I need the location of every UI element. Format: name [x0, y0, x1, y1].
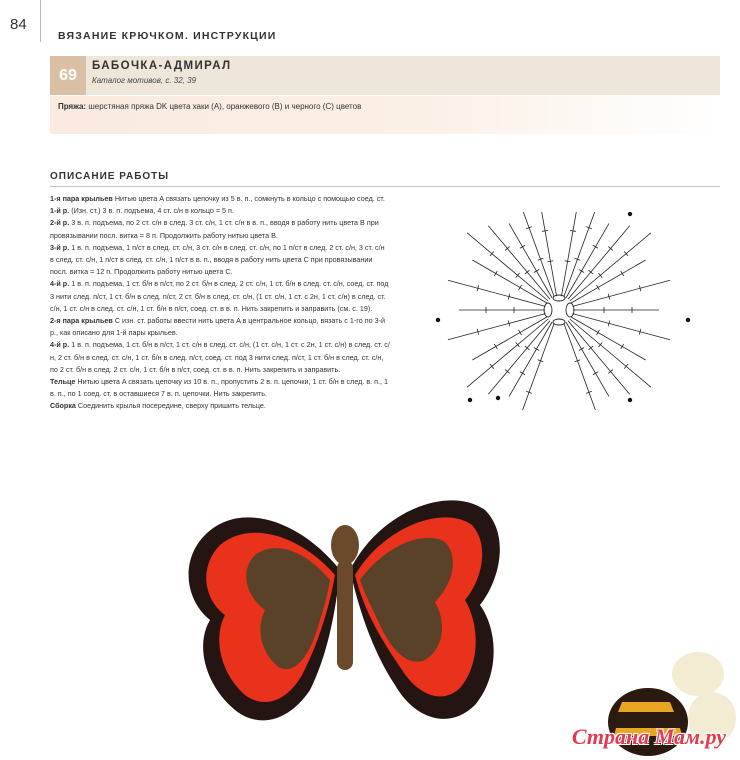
butterfly-left-wing — [189, 517, 340, 720]
chart-end-dot — [628, 398, 632, 402]
chart-end-dots — [436, 212, 690, 402]
instruction-paragraph — [50, 376, 390, 400]
instruction-paragraph — [50, 205, 390, 217]
instruction-paragraph — [50, 278, 390, 315]
chart-end-dot — [496, 396, 500, 400]
chart-stitch-crossbar — [494, 271, 497, 276]
chart-stitch-crossbar — [621, 344, 624, 349]
instruction-step-text: 3 в. п. подъема, по 2 ст. с/н в след. 3 ст. с/н, 1 ст. с/н в в. п., вводя в работу нить цвета B при провязывании посл. витка = 8 п. Продолжить работу нитью цвета B. — [50, 218, 379, 240]
chart-stitch-crossbar — [579, 270, 584, 273]
yarn-label: Пряжа: — [58, 102, 87, 111]
chart-stitch-line — [561, 212, 578, 296]
instruction-paragraph — [50, 315, 390, 339]
chart-stitch-crossbar — [534, 270, 539, 273]
chart-stitch-crossbar — [593, 372, 598, 375]
chart-stitch-crossbar — [494, 344, 497, 349]
chart-stitch-crossbar — [519, 285, 522, 290]
instruction-step-text: Нитью цвета A связать цепочку из 10 в. п., пропустить 2 в. п. цепочки, 1 ст. б/н в след. в. п., 1 в. п., по 1 соед. ст. в оставшиеся 7 в. п. цепочки. Нить закрепить. — [50, 377, 389, 399]
chart-stitch-crossbar — [596, 285, 599, 290]
chart-stitch-line — [570, 319, 651, 387]
instruction-step-text: Нитью цвета A связать цепочку из 5 в. п., сомкнуть в кольцо с помощью соед. ст. — [112, 194, 385, 203]
chart-end-dot — [686, 318, 690, 322]
chart-stitch-crossbar — [565, 261, 571, 262]
chart-stitch-crossbar — [519, 330, 522, 335]
chart-stitch-line — [564, 212, 600, 297]
crochet-chart-diagram — [398, 212, 720, 410]
description-divider — [50, 186, 720, 187]
instruction-paragraph — [50, 339, 390, 376]
watermark-logo: Страна Мам.ру — [571, 724, 726, 749]
chart-left-wing — [448, 212, 670, 410]
chart-stitch-crossbar — [621, 271, 624, 276]
description-heading: ОПИСАНИЕ РАБОТЫ — [50, 171, 170, 182]
yarn-line — [58, 102, 361, 111]
pattern-number-badge: 69 — [50, 56, 86, 95]
instruction-step-label: Сборка — [50, 401, 76, 411]
chart-center-ring — [544, 295, 574, 325]
instruction-step-label: 4-й р. — [50, 279, 70, 289]
instruction-paragraph — [50, 242, 390, 279]
instruction-step-label: Тельце — [50, 377, 76, 387]
catalog-reference: Каталог мотивов, с. 32, 39 — [92, 76, 197, 85]
instruction-step-label: 2-я пара крыльев — [50, 316, 113, 326]
chart-stitch-crossbar — [570, 230, 576, 231]
chart-stitch-line — [467, 319, 548, 387]
instruction-paragraph — [50, 193, 390, 205]
instruction-step-label: 2-й р. — [50, 218, 70, 228]
header-divider — [40, 0, 41, 42]
chart-stitch-crossbar — [596, 330, 599, 335]
instruction-step-label: 1-я пара крыльев — [50, 194, 113, 203]
chart-stitch-crossbar — [520, 245, 525, 248]
chart-stitch-line — [566, 322, 609, 396]
section-title: ВЯЗАНИЕ КРЮЧКОМ. ИНСТРУКЦИИ — [58, 30, 277, 42]
chart-stitch-line — [518, 323, 554, 410]
instruction-paragraph — [50, 400, 390, 412]
instruction-step-text: 1 в. п. подъема, 1 ст. б/н в п/ст, 1 ст. с/н в след. ст. с/н, (1 ст. с/н, 1 ст. с 2н, 1 ст. с/н) в след. ст. с/н, 2 ст. б/н в след. ст. с/н, 1 ст. б/н в след. п/ст, соед. ст. под 3 нити след. п/ст, 1 ст. б/н в след. ст. с/н, по 2 ст. б/н в след. 2 ст. с/н, 1 ст. б/н в п/ст, соед. ст. в в. п. Нить закрепить и заправить. — [50, 340, 390, 374]
pattern-title: БАБОЧКА-АДМИРАЛ — [92, 60, 232, 72]
butterfly-right-wing — [350, 500, 500, 719]
instruction-step-label: 4-й р. — [50, 340, 70, 350]
instruction-paragraph — [50, 217, 390, 241]
chart-stitch-line — [518, 212, 554, 297]
butterfly-photo — [180, 480, 510, 740]
instructions-text — [50, 193, 390, 413]
chart-stitch-line — [467, 233, 548, 301]
chart-stitch-line — [540, 212, 557, 296]
chart-stitch-crossbar — [593, 245, 598, 248]
instruction-step-text: С изн. ст. работы ввести нить цвета A в центральное кольцо, вязать с 1-го по 3-й р., как описано для 1-й пары крыльев. — [50, 316, 386, 338]
yarn-text: шерстяная пряжа DK цвета хаки (A), оранжевого (B) и черного (C) цветов — [88, 102, 362, 111]
chart-stitch-line — [509, 322, 552, 396]
instruction-step-label: 3-й р. — [50, 242, 70, 252]
chart-end-dot — [436, 318, 440, 322]
chart-end-dot — [468, 398, 472, 402]
instruction-step-text: Соединить крылья посередине, сверху пришить тельце. — [75, 401, 266, 411]
chart-stitch-crossbar — [579, 347, 584, 350]
chart-stitch-crossbar — [534, 347, 539, 350]
page-number: 84 — [10, 16, 27, 33]
chart-stitch-crossbar — [542, 230, 548, 231]
instruction-step-label: 1-й р. — [50, 206, 70, 216]
chart-stitch-line — [564, 323, 600, 410]
instruction-step-text: 1 в. п. подъема, 1 п/ст в след. ст. с/н, 3 ст. с/н в след. ст. с/н, по 1 п/ст в след. 2 ст. с/н, 3 ст. с/н в след. ст. с/н, 1 п/ст в след. ст. с/н, 1 п/ст в в. п., вводя в работу нить цвета C при провязывании посл. витка = 12 п. Продолжить работу нитью цвета C. — [50, 242, 385, 277]
instruction-step-text: (Изн. ст.) 3 в. п. подъема, 4 ст. с/н в кольцо = 5 п. — [69, 206, 234, 216]
chart-end-dot — [628, 212, 632, 216]
chart-stitch-crossbar — [520, 372, 525, 375]
chart-stitch-crossbar — [547, 261, 553, 262]
chart-stitch-line — [570, 233, 651, 301]
instruction-step-text: 1 в. п. подъема, 1 ст. б/н в п/ст, по 2 ст. б/н в след. 2 ст. с/н, 1 ст. б/н в след. ст. с/н, соед. ст. под 3 нити след. п/ст, 1 ст. б/н в след. п/ст, 2 ст. б/н в след. ст. с/н, (1 ст. с/н, 1 ст. с 2н, 1 ст. с/н) в след. ст. с/н, 1 ст. с/н в след. ст. с/н, 1 ст. б/н в п/ст, соед. ст. в в. п. Нить закрепить и заправить (см. с. 19). — [50, 279, 389, 313]
